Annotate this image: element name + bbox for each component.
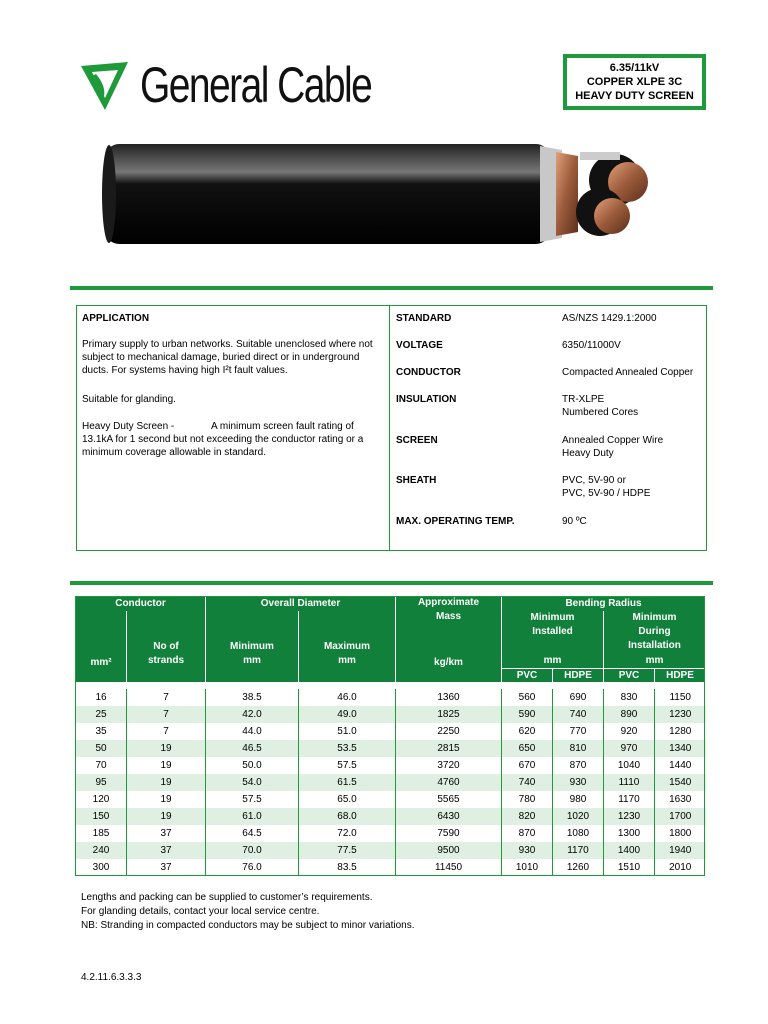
spec-box-divider [389,305,390,551]
table-cell: 670 [502,757,553,774]
table-cell: 35 [76,723,127,740]
table-cell: 44.0 [206,723,299,740]
spec-value-screen-2: Heavy Duty [562,448,614,459]
table-cell: 37 [127,842,206,859]
table-cell: 4760 [396,774,502,791]
screen-text-b: 13.1kA for 1 second but not exceeding the conductor rating or a minimum coverage allowable in standard. [82,434,364,458]
table-cell: 1540 [655,774,706,791]
table-cell: 11450 [396,859,502,876]
header-strands: No of strands [127,611,206,668]
screen-text-a: A minimum screen fault rating of [211,421,354,432]
table-cell: 810 [553,740,604,757]
footer-note-glanding: For glanding details, contact your local service centre. [81,906,320,917]
spec-value-sheath: PVC, 5V-90 or [562,475,626,486]
table-cell: 54.0 [206,774,299,791]
table-cell: 240 [76,842,127,859]
spec-value-voltage: 6350/11000V [562,340,621,351]
table-cell: 1700 [655,808,706,825]
header-hdpe-during: HDPE [655,668,706,682]
table-cell: 61.5 [299,774,396,791]
title-line-screen: HEAVY DUTY SCREEN [575,90,694,102]
spec-label-screen: SCREEN [396,435,438,446]
table-cell: 980 [553,791,604,808]
table-cell: 19 [127,774,206,791]
cable-data-table [75,596,706,876]
table-cell: 590 [502,706,553,723]
spec-label-conductor: CONDUCTOR [396,367,461,378]
table-cell: 930 [502,842,553,859]
table-cell: 740 [553,706,604,723]
table-cell: 72.0 [299,825,396,842]
table-cell: 1170 [553,842,604,859]
table-cell: 19 [127,791,206,808]
table-cell: 1400 [604,842,655,859]
header-mm2: mm² [76,611,127,668]
table-row [76,859,706,876]
table-row [76,808,706,825]
table-cell: 51.0 [299,723,396,740]
table-cell: 50.0 [206,757,299,774]
table-cell: 2815 [396,740,502,757]
table-row [76,706,706,723]
table-cell: 42.0 [206,706,299,723]
table-cell: 560 [502,689,553,706]
table-cell: 1230 [604,808,655,825]
table-cell: 9500 [396,842,502,859]
table-cell: 46.5 [206,740,299,757]
table-cell: 1630 [655,791,706,808]
title-line-material: COPPER XLPE 3C [586,76,683,88]
table-cell: 740 [502,774,553,791]
spec-label-voltage: VOLTAGE [396,340,443,351]
footer-note-lengths: Lengths and packing can be supplied to customer’s requirements. [81,892,373,903]
table-cell: 1260 [553,859,604,876]
table-cell: 7590 [396,825,502,842]
table-cell: 2250 [396,723,502,740]
table-cell: 920 [604,723,655,740]
brand-logo-icon [78,60,133,112]
table-cell: 77.5 [299,842,396,859]
spec-value-insulation: TR-XLPE [562,394,605,405]
table-cell: 1080 [553,825,604,842]
table-cell: 5565 [396,791,502,808]
table-cell: 61.0 [206,808,299,825]
table-cell: 1800 [655,825,706,842]
table-cell: 1825 [396,706,502,723]
header-minimum: Minimum mm [206,611,299,668]
spec-value-temp: 90 ºC [562,516,587,527]
table-row [76,774,706,791]
table-row [76,791,706,808]
table-cell: 95 [76,774,127,791]
table-cell: 70.0 [206,842,299,859]
product-title-box [563,54,706,110]
table-cell: 690 [553,689,604,706]
spec-label-standard: STANDARD [396,313,452,324]
table-cell: 120 [76,791,127,808]
table-cell: 57.5 [206,791,299,808]
table-row [76,757,706,774]
table-cell: 7 [127,706,206,723]
table-cell: 1280 [655,723,706,740]
glanding-note: Suitable for glanding. [82,394,176,405]
table-cell: 7 [127,689,206,706]
table-cell: 83.5 [299,859,396,876]
table-cell: 870 [502,825,553,842]
table-row [76,723,706,740]
table-cell: 64.5 [206,825,299,842]
cable-image [100,140,670,250]
table-cell: 46.0 [299,689,396,706]
table-cell: 1360 [396,689,502,706]
header-mm-installed: mm [502,653,604,668]
header-maximum: Maximum mm [299,611,396,668]
table-cell: 1340 [655,740,706,757]
header-mm-during: mm [604,653,706,668]
title-line-voltage: 6.35/11kV [609,62,660,74]
table-row [76,740,706,757]
table-cell: 70 [76,757,127,774]
spec-label-temp: MAX. OPERATING TEMP. [396,516,515,527]
table-cell: 19 [127,808,206,825]
table-row [76,842,706,859]
table-cell: 770 [553,723,604,740]
table-cell: 1940 [655,842,706,859]
header-pvc-during: PVC [604,668,655,682]
table-cell: 1300 [604,825,655,842]
table-cell: 1150 [655,689,706,706]
table-cell: 2010 [655,859,706,876]
table-cell: 650 [502,740,553,757]
table-cell: 890 [604,706,655,723]
table-row [76,689,706,706]
table-row [76,825,706,842]
divider-middle [70,581,713,585]
header-overall-diameter: Overall Diameter [206,596,396,611]
table-cell: 19 [127,740,206,757]
table-cell: 820 [502,808,553,825]
table-cell: 37 [127,825,206,842]
table-cell: 870 [553,757,604,774]
table-cell: 1440 [655,757,706,774]
table-cell: 76.0 [206,859,299,876]
divider-top [70,286,713,290]
table-cell: 53.5 [299,740,396,757]
table-cell: 1040 [604,757,655,774]
table-cell: 19 [127,757,206,774]
table-cell: 1010 [502,859,553,876]
spec-label-sheath: SHEATH [396,475,437,486]
table-cell: 68.0 [299,808,396,825]
spec-value-conductor: Compacted Annealed Copper [562,367,694,378]
table-cell: 150 [76,808,127,825]
table-cell: 780 [502,791,553,808]
spec-value-standard: AS/NZS 1429.1:2000 [562,313,657,324]
header-bending-radius: Bending Radius [502,596,706,611]
table-cell: 57.5 [299,757,396,774]
table-cell: 185 [76,825,127,842]
table-cell: 7 [127,723,206,740]
brand-name: General Cable [140,57,372,113]
table-cell: 1230 [655,706,706,723]
table-cell: 1510 [604,859,655,876]
table-cell: 970 [604,740,655,757]
application-paragraph: Primary supply to urban networks. Suitable unenclosed where not subject to mechanical damage, buried direct or in underground ducts. For systems having high I²t fault values. [82,339,373,376]
table-cell: 930 [553,774,604,791]
spec-value-insulation-2: Numbered Cores [562,407,639,418]
screen-label: Heavy Duty Screen - [82,421,175,432]
table-cell: 1170 [604,791,655,808]
table-cell: 830 [604,689,655,706]
table-cell: 1020 [553,808,604,825]
table-cell: 65.0 [299,791,396,808]
table-cell: 300 [76,859,127,876]
spec-value-sheath-2: PVC, 5V-90 / HDPE [562,488,651,499]
header-min-installed: Minimum Installed [502,611,604,653]
header-conductor: Conductor [76,596,206,611]
table-cell: 25 [76,706,127,723]
table-cell: 50 [76,740,127,757]
table-cell: 37 [127,859,206,876]
spec-label-insulation: INSULATION [396,394,457,405]
table-cell: 3720 [396,757,502,774]
table-cell: 1110 [604,774,655,791]
footer-note-stranding: NB: Stranding in compacted conductors may be subject to minor variations. [81,920,415,931]
table-cell: 38.5 [206,689,299,706]
table-cell: 620 [502,723,553,740]
table-cell: 16 [76,689,127,706]
header-pvc-installed: PVC [502,668,553,682]
document-code: 4.2.11.6.3.3.3 [81,972,142,983]
table-cell: 49.0 [299,706,396,723]
header-kgkm: kg/km [396,653,502,668]
table-cell: 6430 [396,808,502,825]
application-heading: APPLICATION [82,313,150,324]
header-hdpe-installed: HDPE [553,668,604,682]
spec-value-screen: Annealed Copper Wire [562,435,664,446]
header-mass: Approximate Mass [396,596,502,653]
header-min-during: Minimum During Installation [604,611,706,653]
